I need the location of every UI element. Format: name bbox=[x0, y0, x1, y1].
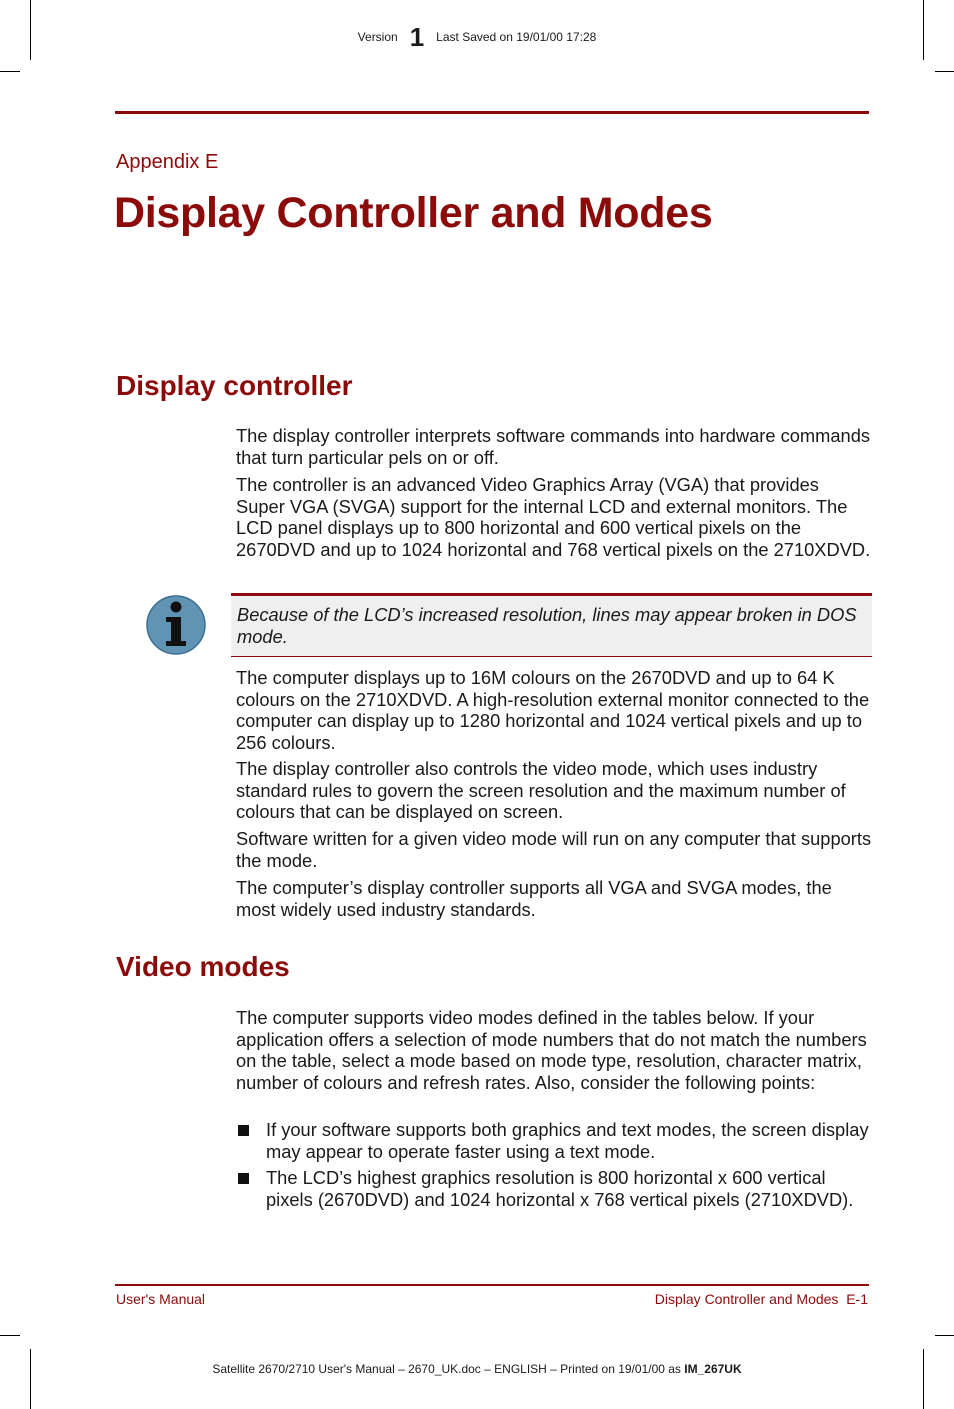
version-label: Version bbox=[357, 30, 398, 44]
version-number: 1 bbox=[409, 22, 425, 52]
list-item bbox=[236, 1119, 872, 1162]
print-info bbox=[0, 1362, 954, 1376]
crop-mark bbox=[935, 1335, 954, 1336]
print-info-text: Satellite 2670/2710 User's Manual – 2670_UK.doc – ENGLISH – Printed on 19/01/00 as bbox=[212, 1362, 681, 1376]
section-heading-video-modes: Video modes bbox=[116, 951, 290, 982]
note-text: Because of the LCD’s increased resolution, lines may appear broken in DOS mode. bbox=[237, 604, 857, 647]
crop-mark bbox=[923, 1349, 924, 1409]
paragraph: The computer supports video modes defined in the tables below. If your application offers a selection of mode numbers that do not match the numbers on the table, select a mode based on mode type, resolution, character matrix, number of colours and refresh rates. Also, consider the following points: bbox=[236, 1007, 867, 1093]
last-saved: Last Saved on 19/01/00 17:28 bbox=[436, 30, 597, 44]
paragraph: The computer displays up to 16M colours on the 2670DVD and up to 64 K colours on the 2710XDVD. A high-resolution external monitor connected to the computer can display up to 1280 horizontal and 1024 vertical pixels and up to 256 colours. bbox=[236, 667, 870, 753]
crop-mark bbox=[30, 1349, 31, 1409]
paragraph: The display controller interprets software commands into hardware commands that turn particular pels on or off. bbox=[236, 425, 871, 468]
bottom-rule bbox=[115, 1284, 869, 1286]
footer-manual-title: User's Manual bbox=[116, 1291, 206, 1307]
page-title: Display Controller and Modes bbox=[114, 189, 713, 237]
list-item-text: If your software supports both graphics and text modes, the screen display may appear to operate faster using a text mode. bbox=[266, 1119, 869, 1162]
appendix-label: Appendix E bbox=[116, 151, 219, 173]
paragraph: The computer’s display controller supports all VGA and SVGA modes, the most widely used industry standards. bbox=[236, 877, 832, 920]
list-item bbox=[236, 1167, 872, 1210]
paragraph: The display controller also controls the video mode, which uses industry standard rules to govern the screen resolution and the maximum number of colours that can be displayed on screen. bbox=[236, 758, 846, 822]
top-rule bbox=[115, 111, 869, 114]
bullet-square-icon bbox=[238, 1125, 249, 1136]
crop-mark bbox=[0, 1335, 20, 1336]
paragraph: Software written for a given video mode will run on any computer that supports the mode. bbox=[236, 828, 872, 871]
footer-page-ref: Display Controller and Modes E-1 bbox=[654, 1291, 868, 1307]
section-heading-display-controller: Display controller bbox=[116, 370, 353, 401]
list-item-text: The LCD’s highest graphics resolution is 800 horizontal x 600 vertical pixels (2670DVD) and 1024 horizontal x 768 vertical pixels (2710XDVD). bbox=[266, 1167, 854, 1210]
note-box bbox=[231, 593, 872, 657]
paragraph: The controller is an advanced Video Graphics Array (VGA) that provides Super VGA (SVGA) support for the internal LCD and external monitors. The LCD panel displays up to 800 horizontal and 600 vertical pixels on the 2670DVD and up to 1024 horizontal and 768 vertical pixels on the 2710XDVD. bbox=[236, 474, 871, 560]
version-header bbox=[0, 22, 954, 53]
crop-mark bbox=[0, 71, 20, 72]
print-code: IM_267UK bbox=[684, 1362, 742, 1376]
info-icon bbox=[145, 594, 207, 656]
crop-mark bbox=[935, 71, 954, 72]
bullet-square-icon bbox=[238, 1173, 249, 1184]
